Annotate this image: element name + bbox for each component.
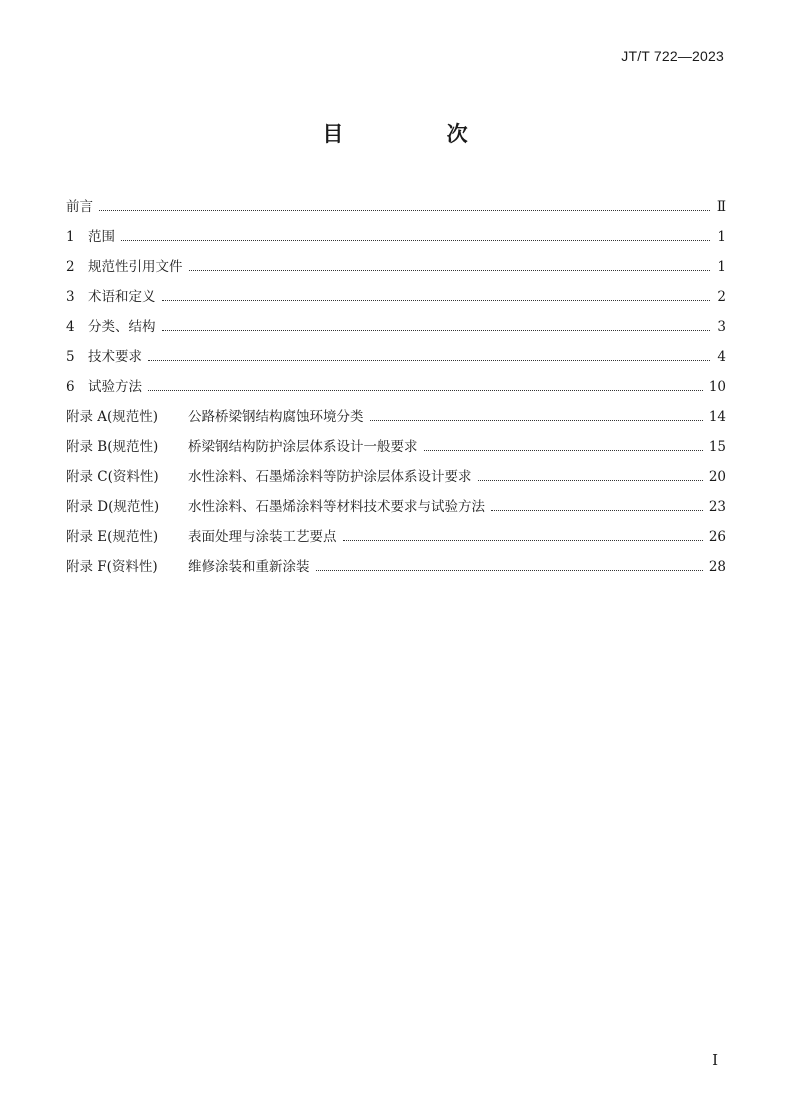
- toc-entry-title: 维修涂装和重新涂装: [188, 559, 310, 575]
- toc-appendix-tag: 附录 A(规范性): [66, 409, 159, 425]
- toc-appendix-tag: 附录 D(规范性): [66, 499, 160, 515]
- toc-entry-appendix-f[interactable]: [66, 545, 726, 575]
- toc-entry-label: [66, 255, 183, 275]
- toc-entry-test-methods[interactable]: [66, 365, 726, 395]
- toc-entry-number: 5: [66, 349, 75, 365]
- toc-entry-page: 23: [708, 499, 726, 515]
- toc-entry-label: [66, 345, 142, 365]
- toc-entry-foreword[interactable]: [66, 185, 726, 215]
- toc-entry-number: 1: [66, 229, 75, 245]
- toc-entry-page: 2: [717, 289, 726, 305]
- toc-entry-appendix-d[interactable]: [66, 485, 726, 515]
- toc-entry-title: 分类、结构: [88, 319, 156, 335]
- toc-entry-page: 1: [717, 229, 726, 245]
- toc-entry-scope[interactable]: [66, 215, 726, 245]
- standard-code: JT/T 722—2023: [621, 48, 724, 64]
- toc-entry-normative-references[interactable]: [66, 245, 726, 275]
- toc-entry-label: [66, 285, 156, 305]
- toc-entry-page: 1: [717, 259, 726, 275]
- toc-entry-title: 桥梁钢结构防护涂层体系设计一般要求: [188, 439, 418, 455]
- toc-entry-title: 技术要求: [88, 349, 142, 365]
- toc-leader-dots: [316, 570, 703, 571]
- toc-entry-label: [66, 435, 418, 455]
- toc-entry-appendix-b[interactable]: [66, 425, 726, 455]
- toc-leader-dots: [370, 420, 703, 421]
- toc-entry-appendix-a[interactable]: [66, 395, 726, 425]
- toc-leader-dots: [189, 270, 711, 271]
- toc-entry-label: [66, 465, 472, 485]
- toc-entry-number: 3: [66, 289, 75, 305]
- toc-leader-dots: [478, 480, 703, 481]
- toc-entry-number: 2: [66, 259, 75, 275]
- toc-entry-label: 前言: [66, 199, 93, 215]
- toc-leader-dots: [148, 390, 703, 391]
- toc-entry-title: 范围: [88, 229, 115, 245]
- page-title: 目 次: [322, 122, 516, 146]
- toc-entry-title: 规范性引用文件: [88, 259, 183, 275]
- toc-leader-dots: [162, 300, 711, 301]
- toc-entry-title: 试验方法: [88, 379, 142, 395]
- toc-entry-label: [66, 525, 337, 545]
- toc-appendix-tag: 附录 B(规范性): [66, 439, 159, 455]
- toc-entry-page: 20: [708, 469, 726, 485]
- toc-entry-label: [66, 495, 485, 515]
- page-number: Ⅰ: [712, 1051, 718, 1069]
- toc-leader-dots: [121, 240, 710, 241]
- toc-leader-dots: [99, 210, 710, 211]
- toc-entry-title: 水性涂料、石墨烯涂料等防护涂层体系设计要求: [188, 469, 472, 485]
- toc-appendix-tag: 附录 F(资料性): [66, 559, 158, 575]
- toc-entry-title: 术语和定义: [88, 289, 156, 305]
- toc-entry-label: [66, 315, 156, 335]
- toc-entry-label: [66, 555, 310, 575]
- toc-leader-dots: [148, 360, 710, 361]
- toc-entry-page: 15: [708, 439, 726, 455]
- toc-entry-label: [66, 225, 115, 245]
- toc-entry-label: [66, 405, 364, 425]
- toc-appendix-tag: 附录 C(资料性): [66, 469, 159, 485]
- toc-entry-appendix-e[interactable]: [66, 515, 726, 545]
- toc-entry-appendix-c[interactable]: [66, 455, 726, 485]
- toc-entry-title: 公路桥梁钢结构腐蚀环境分类: [188, 409, 364, 425]
- toc-entry-terms[interactable]: [66, 275, 726, 305]
- toc-entry-page: 26: [708, 529, 726, 545]
- toc-entry-page: 14: [708, 409, 726, 425]
- toc-entry-page: 4: [717, 349, 726, 365]
- toc-leader-dots: [491, 510, 703, 511]
- toc-entry-page: 28: [708, 559, 726, 575]
- toc-entry-title: 表面处理与涂装工艺要点: [188, 529, 337, 545]
- table-of-contents: [66, 185, 726, 575]
- toc-appendix-tag: 附录 E(规范性): [66, 529, 159, 545]
- toc-entry-page: 3: [717, 319, 726, 335]
- toc-entry-number: 4: [66, 319, 75, 335]
- toc-entry-page: Ⅱ: [716, 199, 726, 215]
- toc-entry-title: 水性涂料、石墨烯涂料等材料技术要求与试验方法: [188, 499, 485, 515]
- toc-leader-dots: [424, 450, 703, 451]
- toc-leader-dots: [343, 540, 703, 541]
- toc-entry-technical-requirements[interactable]: [66, 335, 726, 365]
- toc-entry-page: 10: [708, 379, 726, 395]
- toc-entry-label: [66, 375, 142, 395]
- toc-leader-dots: [162, 330, 711, 331]
- toc-entry-classification[interactable]: [66, 305, 726, 335]
- toc-entry-number: 6: [66, 379, 75, 395]
